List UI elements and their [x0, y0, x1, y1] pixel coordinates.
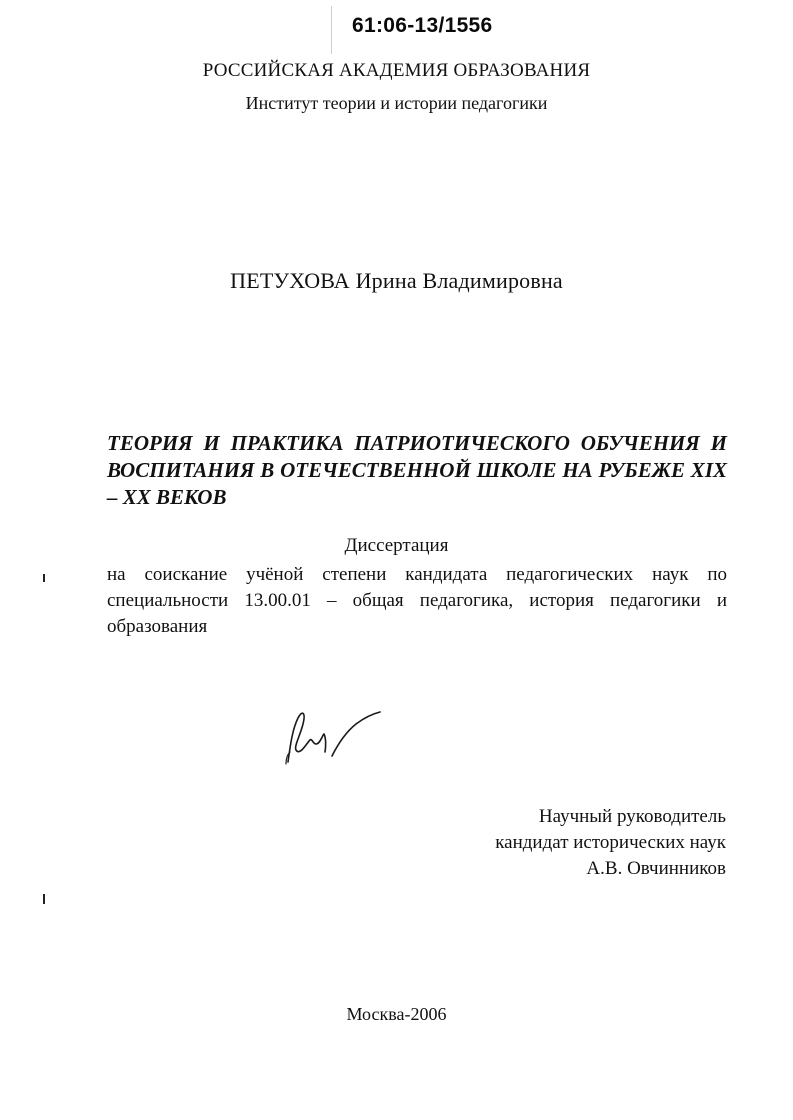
organization-name: РОССИЙСКАЯ АКАДЕМИЯ ОБРАЗОВАНИЯ: [202, 60, 591, 81]
document-type: Диссертация: [344, 535, 449, 556]
signature-image: [276, 700, 386, 770]
degree-statement: на соискание учёной степени кандидата педагогических наук по специальности 13.00.01 – общая педагогика, история педагогики и образования: [107, 564, 727, 637]
scan-mark-left-1: [43, 574, 45, 582]
supervisor-degree: кандидат исторических наук: [495, 832, 726, 853]
scan-fold-line: [331, 6, 332, 54]
supervisor-name: А.В. Овчинников: [586, 858, 726, 879]
supervisor-role: Научный руководитель: [538, 806, 726, 827]
institute-name: Институт теории и истории педагогики: [245, 93, 548, 113]
catalog-number: 61:06-13/1556: [352, 14, 493, 37]
supervisor-block: [366, 804, 726, 882]
author-name: ПЕТУХОВА Ирина Владимировна: [230, 268, 563, 293]
scan-mark-left-2: [43, 894, 45, 904]
dissertation-title: ТЕОРИЯ И ПРАКТИКА ПАТРИОТИЧЕСКОГО ОБУЧЕНИЯ И ВОСПИТАНИЯ В ОТЕЧЕСТВЕННОЙ ШКОЛЕ НА РУБЕЖЕ XIX – XX ВЕКОВ: [107, 431, 727, 509]
city-and-year: Москва-2006: [346, 1004, 447, 1024]
